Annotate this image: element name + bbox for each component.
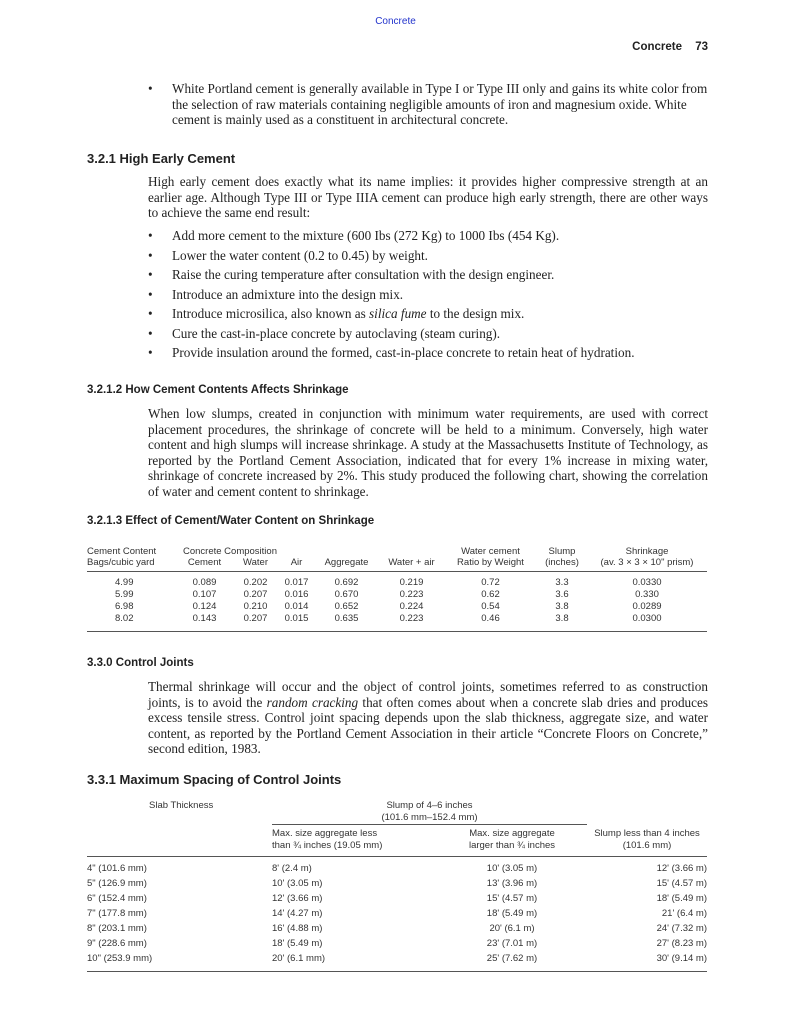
col-header-water-cement: Water cement xyxy=(461,546,520,557)
table-cell: 0.107 xyxy=(192,589,217,600)
col-header-air: Air xyxy=(290,557,303,568)
control-joint-table xyxy=(87,800,707,972)
running-title: Concrete xyxy=(632,41,682,53)
col-header-cement-content: Cement Content xyxy=(87,546,157,557)
shrinkage-table-body xyxy=(87,572,707,632)
table-cell: 0.62 xyxy=(481,589,500,600)
table-cell: 10" (253.9 mm) xyxy=(87,953,153,964)
table-cell: 24' (7.32 m) xyxy=(656,923,707,934)
aggregate-larger-line2: larger than ¾ inches xyxy=(468,840,556,851)
table-cell: 5.99 xyxy=(115,589,134,600)
table-cell: 0.72 xyxy=(481,577,500,588)
list-item xyxy=(148,306,708,322)
table-cell: 0.143 xyxy=(192,613,217,624)
slump-group-metric: (101.6 mm–152.4 mm) xyxy=(381,812,478,823)
list-item: • White Portland cement is generally available in Type I or Type III only and gains its white color from the selection of raw materials containing negligible amounts of iron and magnesium oxide. White cement is mainly used as a constituent in architectural concrete. xyxy=(148,81,708,128)
control-joints-text-after: that often comes about when a concrete slab dries and produces excess tensile stress. Control joint spacing depends upon the slab thickness, aggregate size, and water content, as reported by the Portland Cement Association in their article “Concrete Floors on Concrete,” second edition, 1983. xyxy=(148,694,708,756)
table-row xyxy=(87,589,707,601)
silica-fume-term: silica fume xyxy=(369,306,427,321)
col-header-slump-group xyxy=(272,800,587,825)
table-cell: 3.8 xyxy=(555,613,569,624)
col-header-cement: Cement xyxy=(187,557,222,568)
table-cell: 8' (2.4 m) xyxy=(272,863,312,874)
table-cell: 8" (203.1 mm) xyxy=(87,923,147,934)
table-cell: 30' (9.14 m) xyxy=(656,953,707,964)
list-item: • Introduce an admixture into the design mix. xyxy=(148,287,708,303)
table-cell: 0.124 xyxy=(192,601,217,612)
table-cell: 3.8 xyxy=(555,601,569,612)
section-heading-3-2-1-2: 3.2.1.2 How Cement Contents Affects Shrinkage xyxy=(87,384,349,396)
col-header-composition: Concrete Composition xyxy=(183,546,277,557)
table-cell: 4" (101.6 mm) xyxy=(87,863,147,874)
col-header-water-air: Water + air xyxy=(388,557,435,568)
table-cell: 0.692 xyxy=(334,577,359,588)
table-cell: 8.02 xyxy=(115,613,134,624)
table-cell: 0.223 xyxy=(399,589,424,600)
col-header-aggregate: Aggregate xyxy=(324,557,369,568)
table-cell: 0.015 xyxy=(284,613,309,624)
page-number: 73 xyxy=(695,41,708,53)
table-cell: 6.98 xyxy=(115,601,134,612)
table-cell: 20' (6.1 m) xyxy=(489,923,535,934)
random-cracking-term: random cracking xyxy=(266,694,359,710)
table-cell: 14' (4.27 m) xyxy=(272,908,323,919)
table-cell: 0.223 xyxy=(399,613,424,624)
table-row xyxy=(87,936,707,951)
table-cell: 16' (4.88 m) xyxy=(272,923,323,934)
high-early-bullet-list xyxy=(148,228,708,365)
list-item: • Lower the water content (0.2 to 0.45) by weight. xyxy=(148,248,708,264)
table-cell: 0.0289 xyxy=(632,601,662,612)
col-header-aggregate-larger xyxy=(437,825,587,857)
table-row xyxy=(87,857,707,877)
slump-less-line1: Slump less than 4 inches xyxy=(594,827,700,839)
table-row xyxy=(87,951,707,972)
aggregate-larger-line1: Max. size aggregate xyxy=(469,828,555,839)
list-item: • Add more cement to the mixture (600 Ibs (272 Kg) to 1000 Ibs (454 Kg). xyxy=(148,228,708,244)
shrinkage-table xyxy=(87,546,707,632)
table-cell: 6" (152.4 mm) xyxy=(87,893,147,904)
table-row xyxy=(87,906,707,921)
list-item: • Provide insulation around the formed, cast-in-place concrete to retain heat of hydration. xyxy=(148,345,708,361)
paragraph-control-joints xyxy=(148,679,708,757)
table-cell: 25' (7.62 m) xyxy=(486,953,538,964)
table-cell: 0.207 xyxy=(243,589,268,600)
table-cell: 0.54 xyxy=(481,601,500,612)
table-cell: 3.6 xyxy=(555,589,569,600)
silica-text-after: to the design mix. xyxy=(426,306,525,321)
table-cell: 18' (5.49 m) xyxy=(486,908,538,919)
list-item: • Cure the cast-in-place concrete by autoclaving (steam curing). xyxy=(148,326,708,342)
table-cell: 10' (3.05 m) xyxy=(272,878,323,889)
table-cell: 0.652 xyxy=(334,601,359,612)
table-row xyxy=(87,572,707,590)
table-cell: 0.017 xyxy=(284,577,309,588)
table-header-row xyxy=(87,800,707,825)
section-heading-3-3-1: 3.3.1 Maximum Spacing of Control Joints xyxy=(87,772,342,787)
col-header-prism: (av. 3 × 3 × 10" prism) xyxy=(600,557,694,568)
table-row xyxy=(87,921,707,936)
control-joints-text-before: Thermal shrinkage will occur and the object of control joints, sometimes referred to as construction joints, is to avoid the xyxy=(148,679,708,710)
aggregate-less-line1: Max. size aggregate less xyxy=(272,828,378,839)
table-cell: 0.330 xyxy=(635,589,659,600)
running-head xyxy=(632,41,708,53)
table-cell: 20' (6.1 mm) xyxy=(272,953,326,964)
table-cell: 5" (126.9 mm) xyxy=(87,878,147,889)
table-header-row xyxy=(87,557,707,572)
intro-bullet-list xyxy=(148,81,708,132)
col-header-aggregate-less xyxy=(272,825,437,857)
table-cell: 15' (4.57 m) xyxy=(486,893,538,904)
section-heading-3-2-1: 3.2.1 High Early Cement xyxy=(87,151,236,166)
list-item: • Raise the curing temperature after consultation with the design engineer. xyxy=(148,267,708,283)
control-joint-table-body xyxy=(87,857,707,972)
table-row xyxy=(87,613,707,632)
table-cell: 18' (5.49 m) xyxy=(272,938,323,949)
col-header-ratio: Ratio by Weight xyxy=(457,557,524,568)
table-cell: 0.224 xyxy=(399,601,424,612)
table-cell: 0.016 xyxy=(284,589,309,600)
col-header-slab-thickness: Slab Thickness xyxy=(149,800,214,811)
table-cell: 0.210 xyxy=(243,601,268,612)
col-header-slump-less xyxy=(587,825,707,857)
table-cell: 9" (228.6 mm) xyxy=(87,938,147,949)
table-header-row xyxy=(87,546,707,557)
table-cell: 0.635 xyxy=(334,613,359,624)
table-row xyxy=(87,601,707,613)
slump-less-line2: (101.6 mm) xyxy=(622,839,672,851)
col-header-water: Water xyxy=(243,557,268,568)
col-header-inches: (inches) xyxy=(545,557,579,568)
col-header-shrinkage: Shrinkage xyxy=(625,546,669,557)
section-heading-3-3-0: 3.3.0 Control Joints xyxy=(87,657,194,669)
table-cell: 0.089 xyxy=(192,577,217,588)
table-cell: 21' (6.4 m) xyxy=(661,908,707,919)
table-cell: 0.0300 xyxy=(632,613,662,624)
table-cell: 13' (3.96 m) xyxy=(486,878,538,889)
table-cell: 7" (177.8 mm) xyxy=(87,908,147,919)
table-cell: 4.99 xyxy=(115,577,134,588)
table-row xyxy=(87,891,707,906)
section-heading-3-2-1-3: 3.2.1.3 Effect of Cement/Water Content on Shrinkage xyxy=(87,515,375,527)
table-cell: 18' (5.49 m) xyxy=(656,893,707,904)
table-cell: 12' (3.66 m) xyxy=(272,893,323,904)
table-cell: 0.219 xyxy=(399,577,424,588)
silica-text-before: Introduce microsilica, also known as xyxy=(172,306,370,321)
paragraph-shrinkage: When low slumps, created in conjunction with minimum water requirements, are used with correct placement procedures, the shrinkage of concrete will be held to a minimum. Conversely, high water content and high slumps will increase shrinkage. A study at the Massachusetts Institute of Technology, as reported by the Portland Cement Association, indicated that for every 1% increase in mixing water, shrinkage of concrete increased by 2%. This study produced the following chart, showing the correlation of water and cement content to shrinkage. xyxy=(148,406,708,499)
table-cell: 23' (7.01 m) xyxy=(486,938,538,949)
col-header-slump: Slump xyxy=(548,546,576,557)
table-header-row xyxy=(87,825,707,857)
table-cell: 12' (3.66 m) xyxy=(656,863,707,874)
table-cell: 0.670 xyxy=(334,589,359,600)
table-cell: 0.014 xyxy=(284,601,309,612)
table-cell: 27' (8.23 m) xyxy=(656,938,707,949)
table-cell: 10' (3.05 m) xyxy=(486,863,538,874)
table-cell: 0.0330 xyxy=(632,577,662,588)
aggregate-less-line2: than ¾ inches (19.05 mm) xyxy=(272,840,383,851)
table-cell: 0.202 xyxy=(243,577,268,588)
table-cell: 0.46 xyxy=(481,613,500,624)
paragraph-high-early: High early cement does exactly what its name implies: it provides higher compressive strength at an earlier age. Although Type III or Type IIIA cement can produce high early strength, there are other ways to achieve the same end result: xyxy=(148,174,708,220)
table-cell: 15' (4.57 m) xyxy=(656,878,707,889)
slump-group-label: Slump of 4–6 inches xyxy=(386,800,473,811)
table-cell: 3.3 xyxy=(555,577,569,588)
table-cell: 0.207 xyxy=(243,613,268,624)
col-header-bags: Bags/cubic yard xyxy=(87,557,155,568)
table-row xyxy=(87,876,707,891)
top-link[interactable]: Concrete xyxy=(375,16,416,27)
